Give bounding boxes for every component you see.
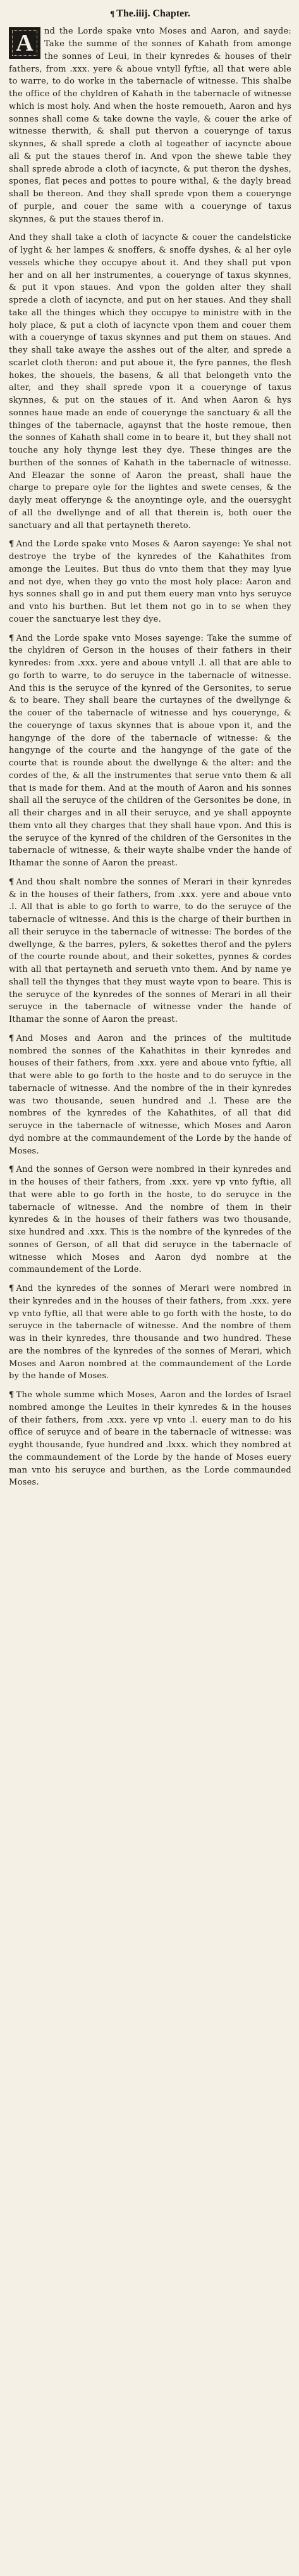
pilcrow-icon: ¶	[9, 1390, 15, 1400]
pilcrow-icon: ¶	[9, 1165, 15, 1175]
paragraph-text: And the Lorde spake vnto Moses & Aaron sayenge: Ye shal not destroye the trybe of the kynredes of the Kahathites from amonge the Leuites. But thus do vnto them that they may lyue and not dye, when they go vnto the most holy place: Aaron and hys sonnes shall go in and put them euery man vnto hys seruyce and vnto his burthen. But let them not go in to se when they couer the sanctuarye lest they dye.	[9, 539, 291, 624]
pilcrow-icon: ¶	[9, 539, 15, 550]
pilcrow-icon: ¶	[9, 1033, 15, 1043]
paragraph-text: And the Lorde spake vnto Moses sayenge: Take the summe of the chyldren of Gerson in the houses of their fathers in their kynredes: from .xxx. yere and aboue vntyll .l. all that are able to go forth to warre, to do seruyce in the tabernacle of witnesse. And this is the seruyce of the kynred of the Gersonites, to serue & to beare. They shall beare the curtaynes of the dwellynge & the couer of the tabernacle of witnesse and hys couerynge, & the couerynge of taxus skynnes that is aboue vpon it, and the hangynge of the dore of the tabernacle of witnesse: & the hangynge of the courte and the hangynge of the gate of the courte that is rounde about the dwellynge & the alter: and the cordes of the, & all the instrumentes that serue vnto them & all that is made for them. And at the mouth of Aaron and his sonnes shall all the seruyce of the children of the Gersonites be done, in all their charges and in all their seruyce, and ye shall appoynte them vnto all they charges that they shall haue vpon. And this is the seruyce of the kynred of the children of the Gersonites in the tabernacle of witnesse, & their wayte shalbe vnder the hande of Ithamar the sonne of Aaron the preast.	[9, 633, 291, 869]
paragraph-text: And the kynredes of the sonnes of Merari were nombred in their kynredes and in the houses of their fathers, from .xxx. yere vp vnto fyftie, all that were able to go forth with the hoste, to do seruyce in the tabernacle of witnesse. And the nombre of them was in their kynredes, thre thousande and two hundred. These are the nombres of the kynredes of the sonnes of Merari, which Moses and Aaron nombred at the commaundement of the Lorde by the hande of Moses.	[9, 1284, 291, 1381]
decorated-initial-icon	[9, 27, 40, 59]
pilcrow-icon: ¶	[9, 1284, 15, 1294]
paragraph-text: And the sonnes of Gerson were nombred in their kynredes and in the houses of their fathers, from .xxx. yere vp vnto fyftie, all that were able to go forth in the hoste, to do seruyce in the tabernacle of witnesse. And the nombre of them in their kynredes & in the houses of their fathers was two thousande, sixe hundred and .xxx. This is the nombre of the kynredes of the sonnes of Gerson, of all that did seruyce in the tabernacle of witnesse which Moses and Aaron dyd nombre at the commaundement of the Lorde.	[9, 1165, 291, 1275]
chapter-heading	[9, 6, 291, 22]
chapter-heading-text: The.iiij. Chapter.	[116, 8, 190, 19]
paragraph-1	[9, 25, 291, 225]
paragraph-6	[9, 1033, 291, 1158]
paragraph-4	[9, 632, 291, 870]
paragraph-8	[9, 1283, 291, 1383]
paragraph-5	[9, 876, 291, 1026]
drop-cap-letter: A	[16, 30, 34, 57]
paragraph-text: nd the Lorde spake vnto Moses and Aaron, and sayde: Take the summe of the sonnes of Kahath from amonge the sonnes of Leui, in their kynredes & houses of their fathers, from .xxx. yere & aboue vntyll fyftie, all that were able to warre, to do worke in the tabernacle of witnesse. This shalbe the office of the chyldren of Kahath in the tabernacle of witnesse which is most holy. And when the hoste remoueth, Aaron and hys sonnes shall come & take downe the vayle, & couer the arke of witnesse therwith, & shall put thervon a couerynge of taxus skynnes, & shall sprede a cloth al togeather of iacyncte aboue all & put the staues therof in. And vpon the shewe table they shall sprede abrode a cloth of iacyncte, & put theron the dyshes, spones, flat peces and pottes to poure withal, & the dayly bread shall be thereon. And they shall sprede vpon them a couerynge of purple, and couer the same with a couerynge of taxus skynnes, & put the staues therof in.	[9, 27, 291, 224]
paragraph-text: And they shall take a cloth of iacyncte & couer the candelsticke of lyght & her lampes & snoffers, & snoffe dyshes, & al her oyle vessels whiche they occupye about it. And they shall put vpon her and on all her instrumentes, a couerynge of taxus skynnes, & put it vpon staues. And vpon the golden alter they shall sprede a cloth of iacyncte, and put on her staues. And they shall take all the thinges which they occupye to ministre with in the holy place, & put a cloth of iacyncte vpon them and couer them with a couerynge of taxus skynnes and put them on staues. And they shall take awaye the asshes out of the alter, and sprede a scarlet cloth theron: and put aboue it, the fyre pannes, the flesh hokes, the shouels, the basens, & all that belongeth vnto the alter, and they shall sprede vpon it a couerynge of taxus skynnes, & put on the staues of it. And when Aaron & hys sonnes haue made an ende of couerynge the sanctuary & all the thinges of the tabernacle, agaynst that the hoste remoue, then the sonnes of Kahath shall come in to beare it, but they shall not touche any holy thynge lest they dye. These thinges are the burthen of the sonnes of Kahath in the tabernacle of witnesse. And Eleazar the sonne of Aaron the preast, shall haue the charge to prepare oyle for the lightes and swete censes, & the dayly meat offerynge & the anoyntinge oyle, and the ouersyght of all the dwellynge and of all that therein is, both ouer the sanctuary and all that pertayneth thereto.	[9, 233, 291, 531]
paragraph-text: The whole summe which Moses, Aaron and the lordes of Israel nombred amonge the Leuites in their kynredes & in the houses of their fathers, from .xxx. yere vp vnto .l. euery man to do his office of seruyce and of beare in the tabernacle of witnesse: was eyght thousande, fyue hundred and .lxxx. which they nombred at the commaundement of the Lorde by the hande of Moses euery man vnto his seruyce and burthen, as the Lorde commaunded Moses.	[9, 1390, 291, 1488]
paragraph-text: And thou shalt nombre the sonnes of Merari in their kynredes & in the houses of their fathers, from .xxx. yere and aboue vnto .l. All that is able to go forth to warre, to do the seruyce of the tabernacle of witnesse. And this is the charge of their burthen in all their seruyce in the tabernacle of witnesse: The bordes of the dwellynge, & the barres, pylers, & sokettes therof and the pylers of the courte rounde about, and their sokettes, pynnes & cordes with all that pertayneth and serueth vnto them. And by name ye shall tell the thynges that they must wayte vpon to beare. This is the seruyce of the kynredes of the sonnes of Merari in all their seruyce in the tabernacle of witnesse vnder the hande of Ithamar the sonne of Aaron the preast.	[9, 877, 291, 1025]
pilcrow-ornament-icon: ¶	[110, 9, 115, 18]
paragraph-7	[9, 1164, 291, 1276]
paragraph-9	[9, 1389, 291, 1489]
paragraph-text: And Moses and Aaron and the princes of the multitude nombred the sonnes of the Kahathites in their kynredes and houses of their fathers, from .xxx. yere and aboue vnto fyftie, all that were able to go forth to the hoste and to do seruyce in the tabernacle of witnesse. And the nombre of the in their kynredes was two thousande, seuen hundred and .l. These are the nombres of the kynredes of the Kahathites, of all that did seruyce in the tabernacle of witnesse, which Moses and Aaron dyd nombre at the commaundement of the Lorde by the hande of Moses.	[9, 1033, 291, 1156]
pilcrow-icon: ¶	[9, 877, 15, 887]
pilcrow-icon: ¶	[9, 633, 15, 643]
paragraph-3	[9, 538, 291, 625]
paragraph-2	[9, 232, 291, 532]
